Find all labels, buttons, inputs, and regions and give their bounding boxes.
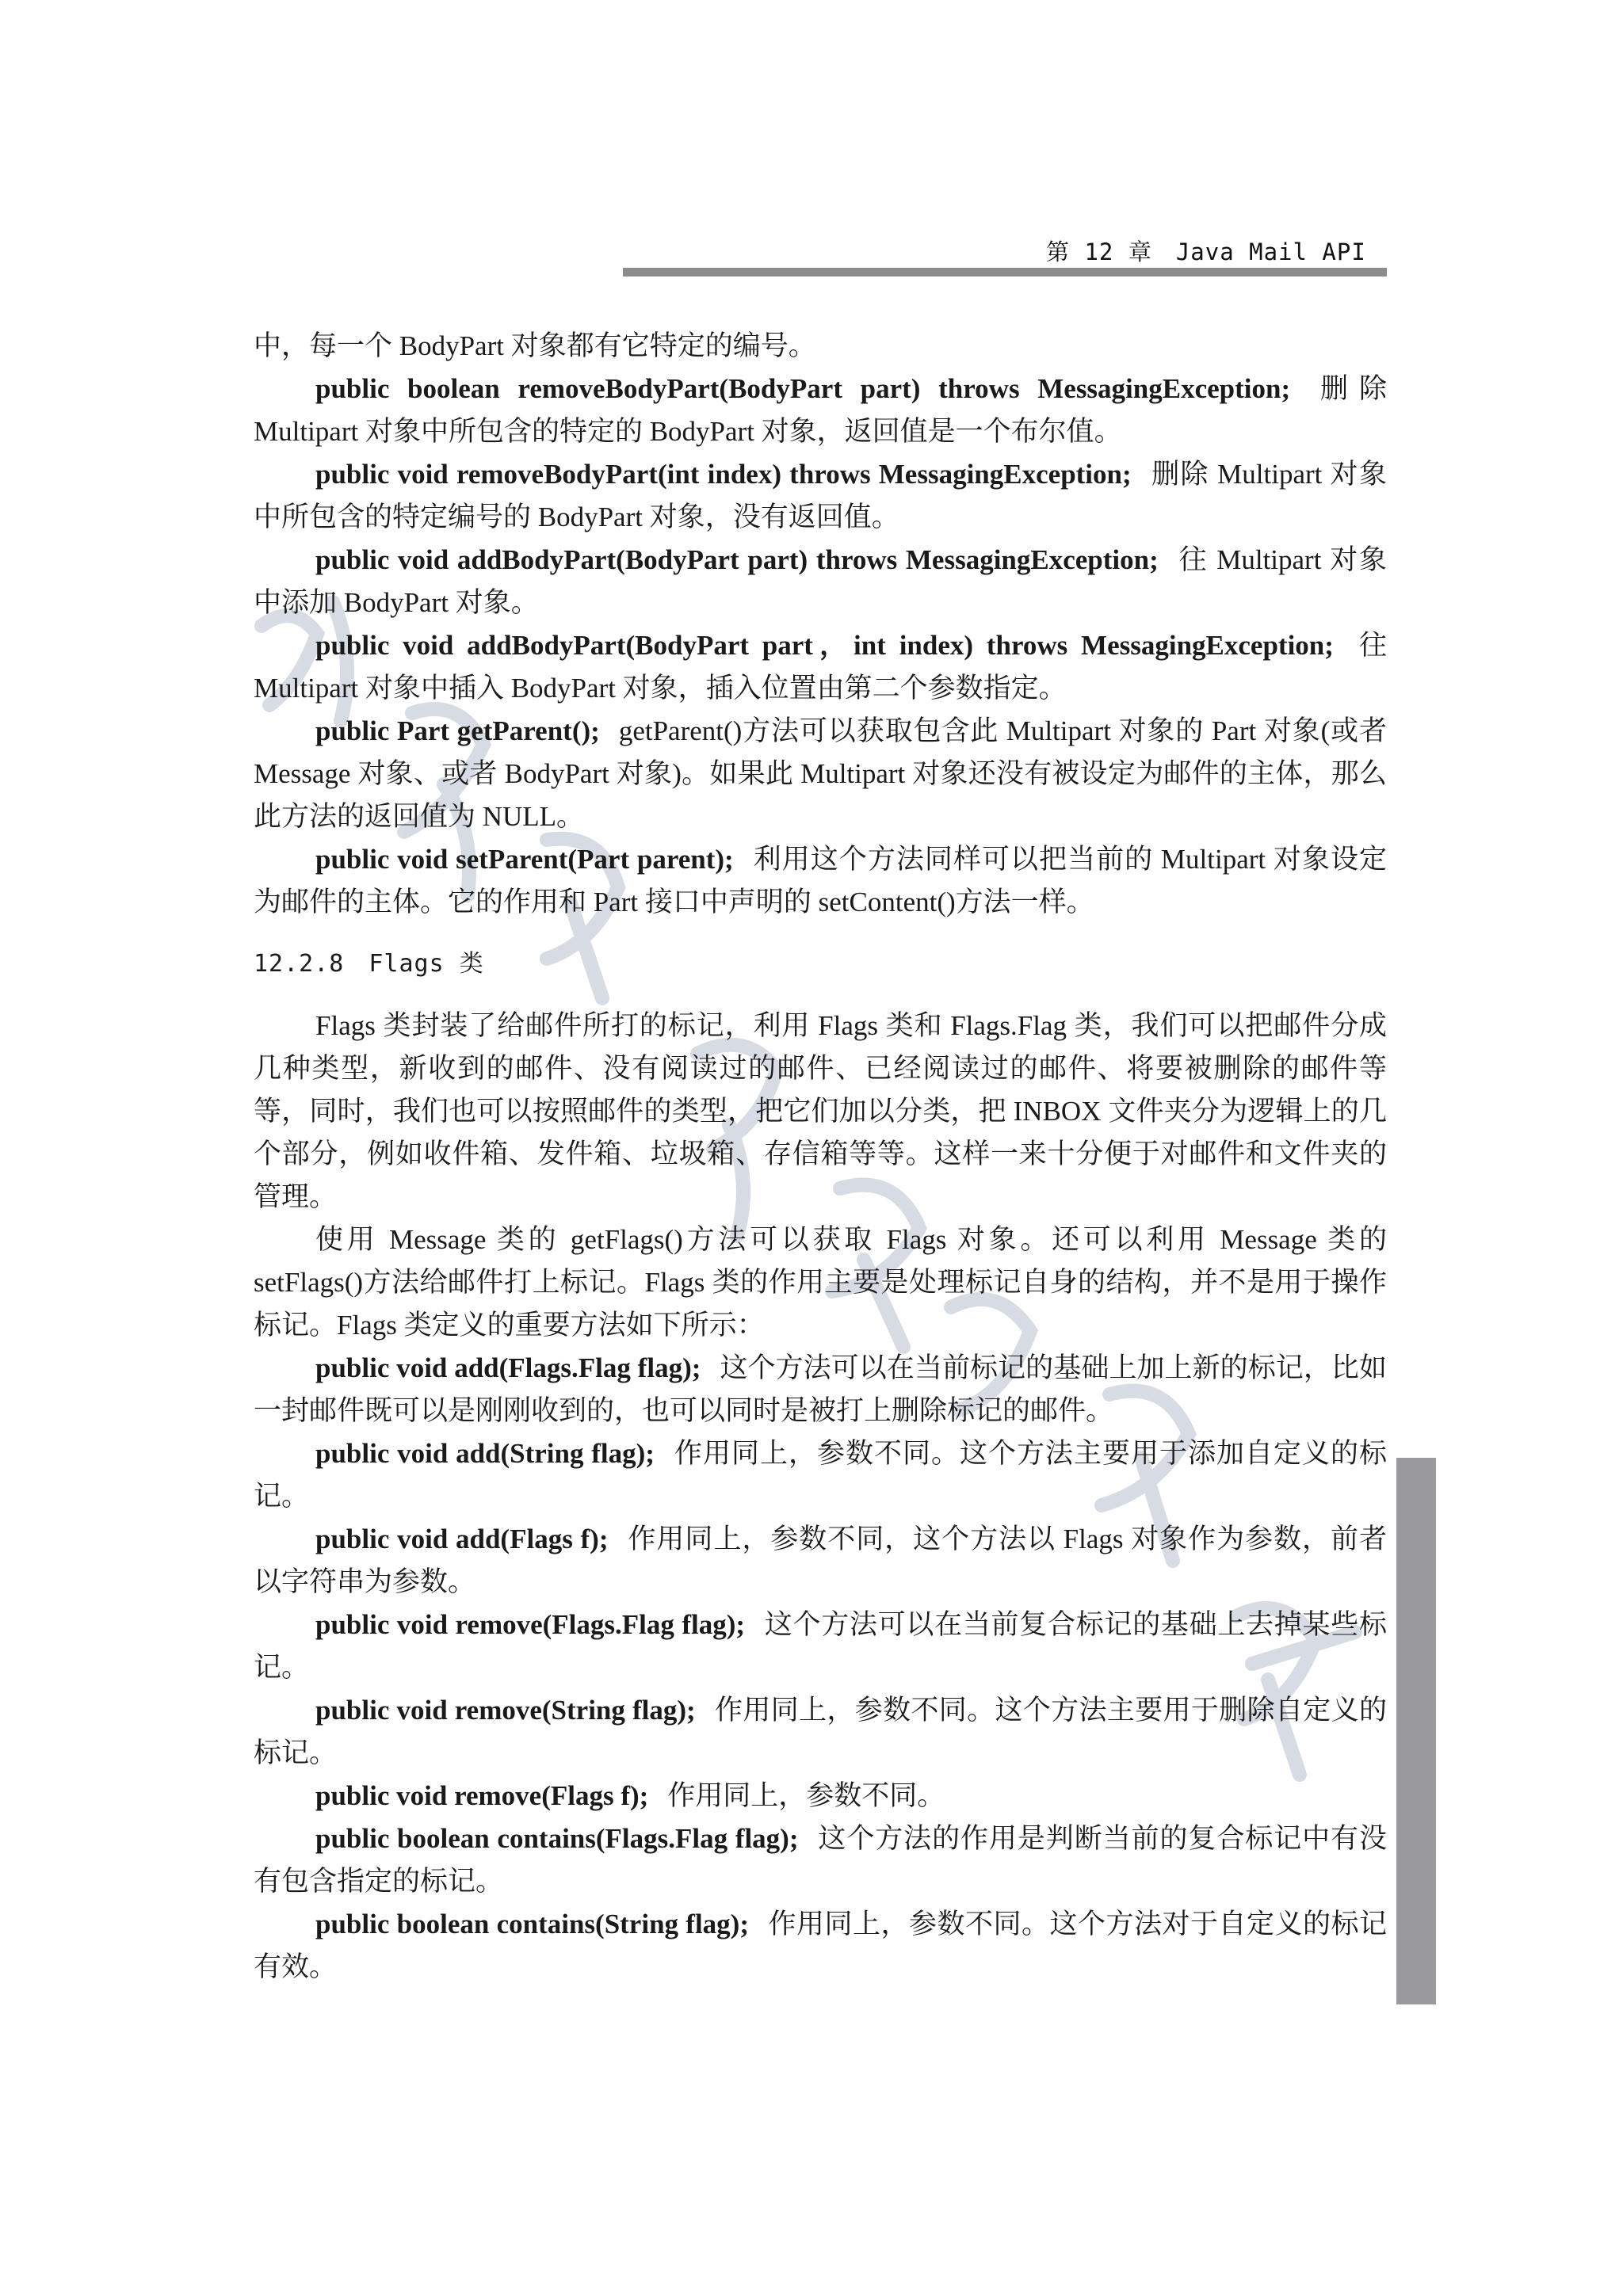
paragraph-group-top xyxy=(254,325,1387,924)
running-header: 第 12 章 Java Mail API xyxy=(1046,238,1366,265)
paragraph xyxy=(254,1689,1387,1775)
method-signature: public void remove(Flags.Flag flag); xyxy=(315,1609,746,1640)
paragraph xyxy=(254,1219,1387,1347)
paragraph xyxy=(254,1005,1387,1219)
method-signature: public void addBodyPart(BodyPart part) throws MessagingException; xyxy=(315,544,1159,575)
method-signature: public void add(String flag); xyxy=(315,1438,655,1469)
paragraph-text: 这个方法可以在当前标记的基础上加上新的标记，比如一封邮件既可以是刚刚收到的，也可以同时是被打上删除标记的邮件。 xyxy=(254,1352,1387,1426)
method-signature: public void remove(String flag); xyxy=(315,1695,696,1726)
paragraph-text: 作用同上，参数不同。这个方法主要用于添加自定义的标记。 xyxy=(254,1438,1387,1512)
method-signature: public void setParent(Part parent); xyxy=(315,844,734,875)
paragraph-text: 这个方法可以在当前复合标记的基础上去掉某些标记。 xyxy=(254,1609,1387,1683)
paragraph xyxy=(254,1432,1387,1518)
paragraph-text: 利用这个方法同样可以把当前的 Multipart 对象设定为邮件的主体。它的作用和 Part 接口中声明的 setContent()方法一样。 xyxy=(254,844,1387,917)
paragraph xyxy=(254,539,1387,624)
paragraph xyxy=(254,1518,1387,1604)
method-signature: public void add(Flags f); xyxy=(315,1524,609,1554)
body-text xyxy=(254,325,1387,1989)
paragraph xyxy=(254,624,1387,710)
paragraph xyxy=(254,838,1387,924)
paragraph-text: 这个方法的作用是判断当前的复合标记中有没有包含指定的标记。 xyxy=(254,1823,1387,1897)
header-rule xyxy=(623,268,1387,277)
paragraph-text: Flags 类封装了给邮件所打的标记，利用 Flags 类和 Flags.Flag 类，我们可以把邮件分成几种类型，新收到的邮件、没有阅读过的邮件、已经阅读过的邮件、将要被删除的邮件等等，同时，我们也可以按照邮件的类型，把它们加以分类，把 INBOX 文件夹分为逻辑上的几个部分，例如收件箱、发件箱、垃圾箱、存信箱等等。这样一来十分便于对邮件和文件夹的管理。 xyxy=(254,1010,1387,1212)
paragraph xyxy=(254,1775,1387,1817)
method-signature: public void remove(Flags f); xyxy=(315,1780,649,1811)
method-signature: public boolean contains(String flag); xyxy=(315,1909,749,1939)
paragraph-text: 使用 Message 类的 getFlags()方法可以获取 Flags 对象。还可以利用 Message 类的 setFlags()方法给邮件打上标记。Flags 类的作用主要是处理标记自身的结构，并不是用于操作标记。Flags 类定义的重要方法如下所示： xyxy=(254,1224,1387,1341)
paragraph-text: 删除 Multipart 对象中所包含的特定的 BodyPart 对象，返回值是一个布尔值。 xyxy=(254,373,1387,447)
paragraph-text: 作用同上，参数不同。这个方法对于自定义的标记有效。 xyxy=(254,1909,1387,1982)
method-signature: public boolean contains(Flags.Flag flag); xyxy=(315,1823,799,1854)
paragraph-text: 往 Multipart 对象中插入 BodyPart 对象，插入位置由第二个参数指定。 xyxy=(254,630,1387,704)
paragraph xyxy=(254,1347,1387,1432)
paragraph xyxy=(254,710,1387,838)
paragraph xyxy=(254,368,1387,453)
paragraph-group-bottom xyxy=(254,1005,1387,1989)
paragraph-text: 中，每一个 BodyPart 对象都有它特定的编号。 xyxy=(254,330,816,361)
paragraph-text: 作用同上，参数不同，这个方法以 Flags 对象作为参数，前者以字符串为参数。 xyxy=(254,1524,1387,1597)
paragraph xyxy=(254,325,1387,368)
method-signature: public void addBodyPart(BodyPart part，int index) throws MessagingException; xyxy=(315,630,1334,661)
paragraph xyxy=(254,1903,1387,1989)
method-signature: public boolean removeBodyPart(BodyPart part) throws MessagingException; xyxy=(315,373,1291,404)
paragraph-text: getParent()方法可以获取包含此 Multipart 对象的 Part 对象(或者 Message 对象、或者 BodyPart 对象)。如果此 Multipart 对象还没有被设定为邮件的主体，那么此方法的返回值为 NULL。 xyxy=(254,715,1387,832)
method-signature: public Part getParent(); xyxy=(315,715,600,746)
section-heading: 12.2.8 Flags 类 xyxy=(254,950,484,978)
paragraph xyxy=(254,1604,1387,1689)
method-signature: public void removeBodyPart(int index) throws MessagingException; xyxy=(315,459,1132,490)
method-signature: public void add(Flags.Flag flag); xyxy=(315,1352,701,1383)
thumb-tab xyxy=(1396,1458,1436,2004)
paragraph xyxy=(254,1817,1387,1903)
paragraph xyxy=(254,453,1387,539)
paragraph-text: 删除 Multipart 对象中所包含的特定编号的 BodyPart 对象，没有返回值。 xyxy=(254,459,1387,532)
paragraph-text: 往 Multipart 对象中添加 BodyPart 对象。 xyxy=(254,544,1387,618)
paragraph-text: 作用同上，参数不同。这个方法主要用于删除自定义的标记。 xyxy=(254,1695,1387,1768)
paragraph-text: 作用同上，参数不同。 xyxy=(667,1780,945,1811)
